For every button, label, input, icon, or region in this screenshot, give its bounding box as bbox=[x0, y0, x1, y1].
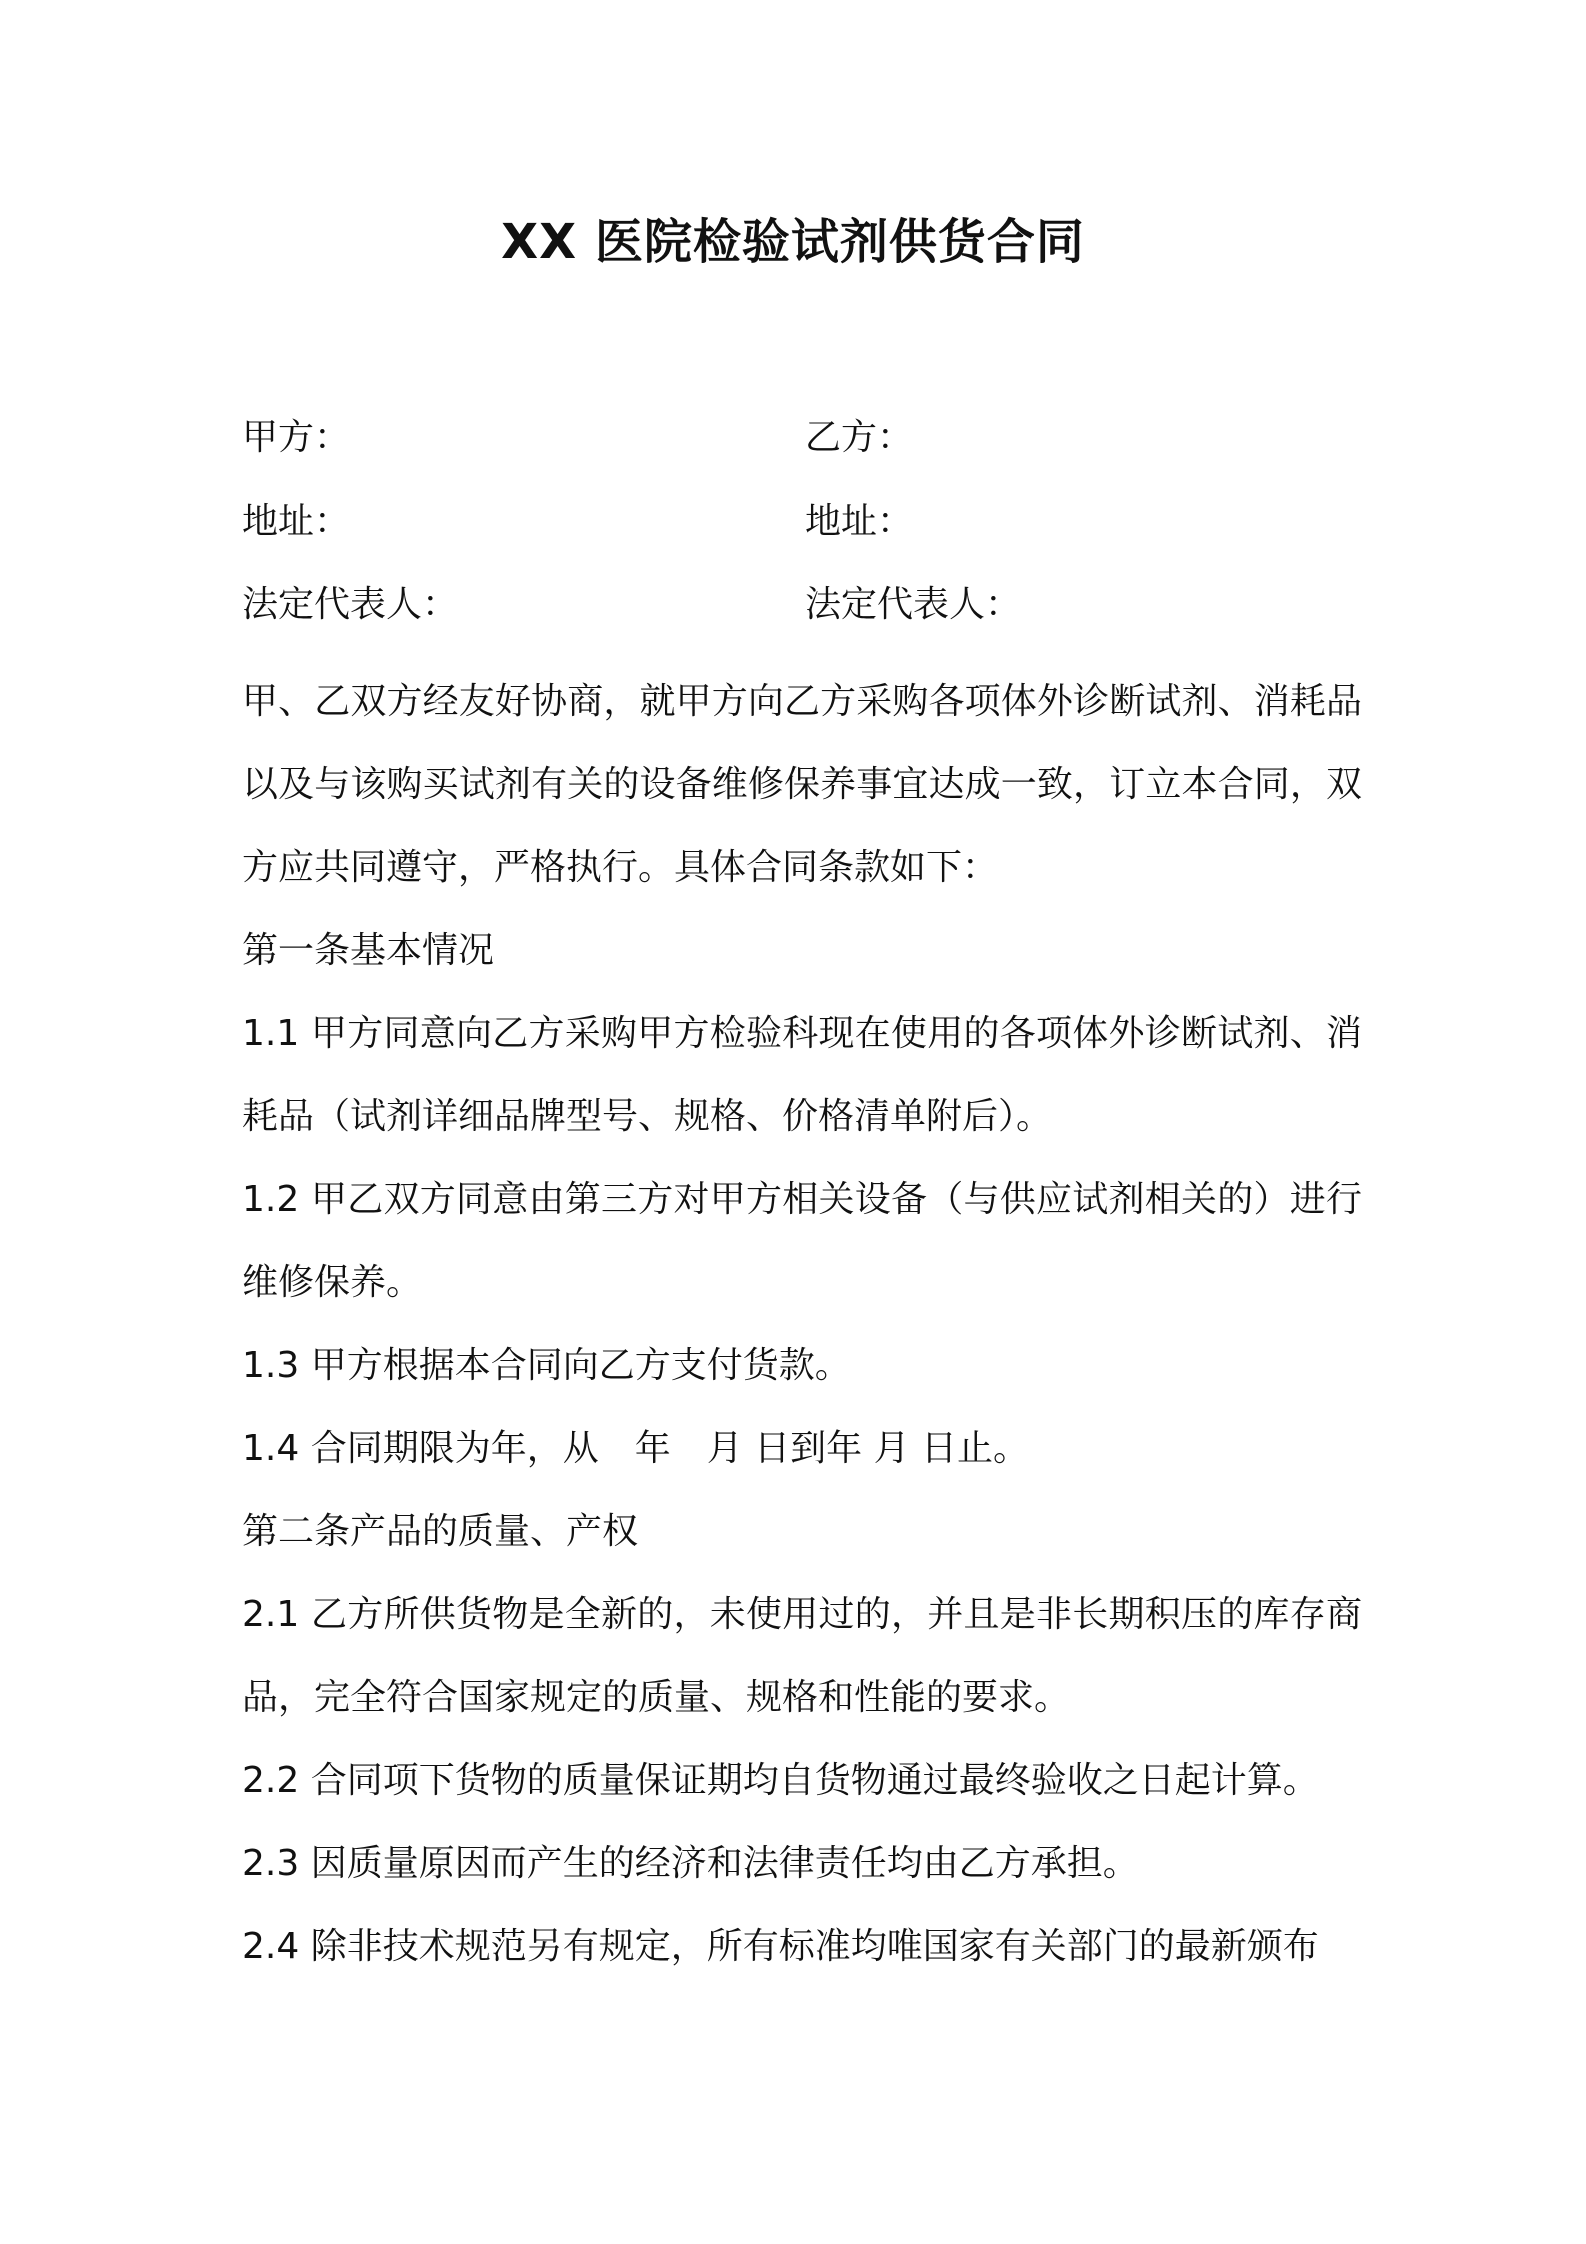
clause-2-4: 2.4 除非技术规范另有规定，所有标准均唯国家有关部门的最新颁布 bbox=[242, 1926, 1319, 1967]
party-b-representative-label: 法定代表人： bbox=[805, 584, 1022, 625]
clause-1-1: 1.1 甲方同意向乙方采购甲方检验科现在使用的各项体外诊断试剂、消耗品（试剂详细品牌型号、规格、价格清单附后）。 bbox=[242, 1013, 1362, 1137]
document-title: XX 医院检验试剂供货合同 bbox=[501, 214, 1085, 270]
article-2-heading: 第二条产品的质量、产权 bbox=[242, 1511, 639, 1552]
clause-2-1: 2.1 乙方所供货物是全新的，未使用过的，并且是非长期积压的库存商品，完全符合国家规定的质量、规格和性能的要求。 bbox=[242, 1594, 1362, 1718]
party-representative-row bbox=[242, 580, 1362, 630]
clause-1-2: 1.2 甲乙双方同意由第三方对甲方相关设备（与供应试剂相关的）进行维修保养。 bbox=[242, 1179, 1362, 1303]
party-b-address-label: 地址： bbox=[805, 501, 914, 542]
clause-1-4: 1.4 合同期限为年，从 年 月 日到年 月 日止。 bbox=[242, 1428, 1030, 1469]
clause-1-3: 1.3 甲方根据本合同向乙方支付货款。 bbox=[242, 1345, 851, 1386]
preamble-paragraph: 甲、乙双方经友好协商，就甲方向乙方采购各项体外诊断试剂、消耗品以及与该购买试剂有关的设备维修保养事宜达成一致，订立本合同，双方应共同遵守，严格执行。具体合同条款如下： bbox=[242, 681, 1362, 888]
article-1-heading: 第一条基本情况 bbox=[242, 930, 495, 971]
party-address-row bbox=[242, 497, 1362, 547]
clause-2-2: 2.2 合同项下货物的质量保证期均自货物通过最终验收之日起计算。 bbox=[242, 1760, 1319, 1801]
party-a-representative-label: 法定代表人： bbox=[242, 584, 459, 625]
party-name-row bbox=[242, 413, 1362, 463]
clause-2-3: 2.3 因质量原因而产生的经济和法律责任均由乙方承担。 bbox=[242, 1843, 1139, 1884]
party-b-label: 乙方： bbox=[805, 417, 914, 458]
party-a-address-label: 地址： bbox=[242, 501, 351, 542]
party-a-label: 甲方： bbox=[242, 417, 351, 458]
contract-body bbox=[242, 660, 1362, 1988]
